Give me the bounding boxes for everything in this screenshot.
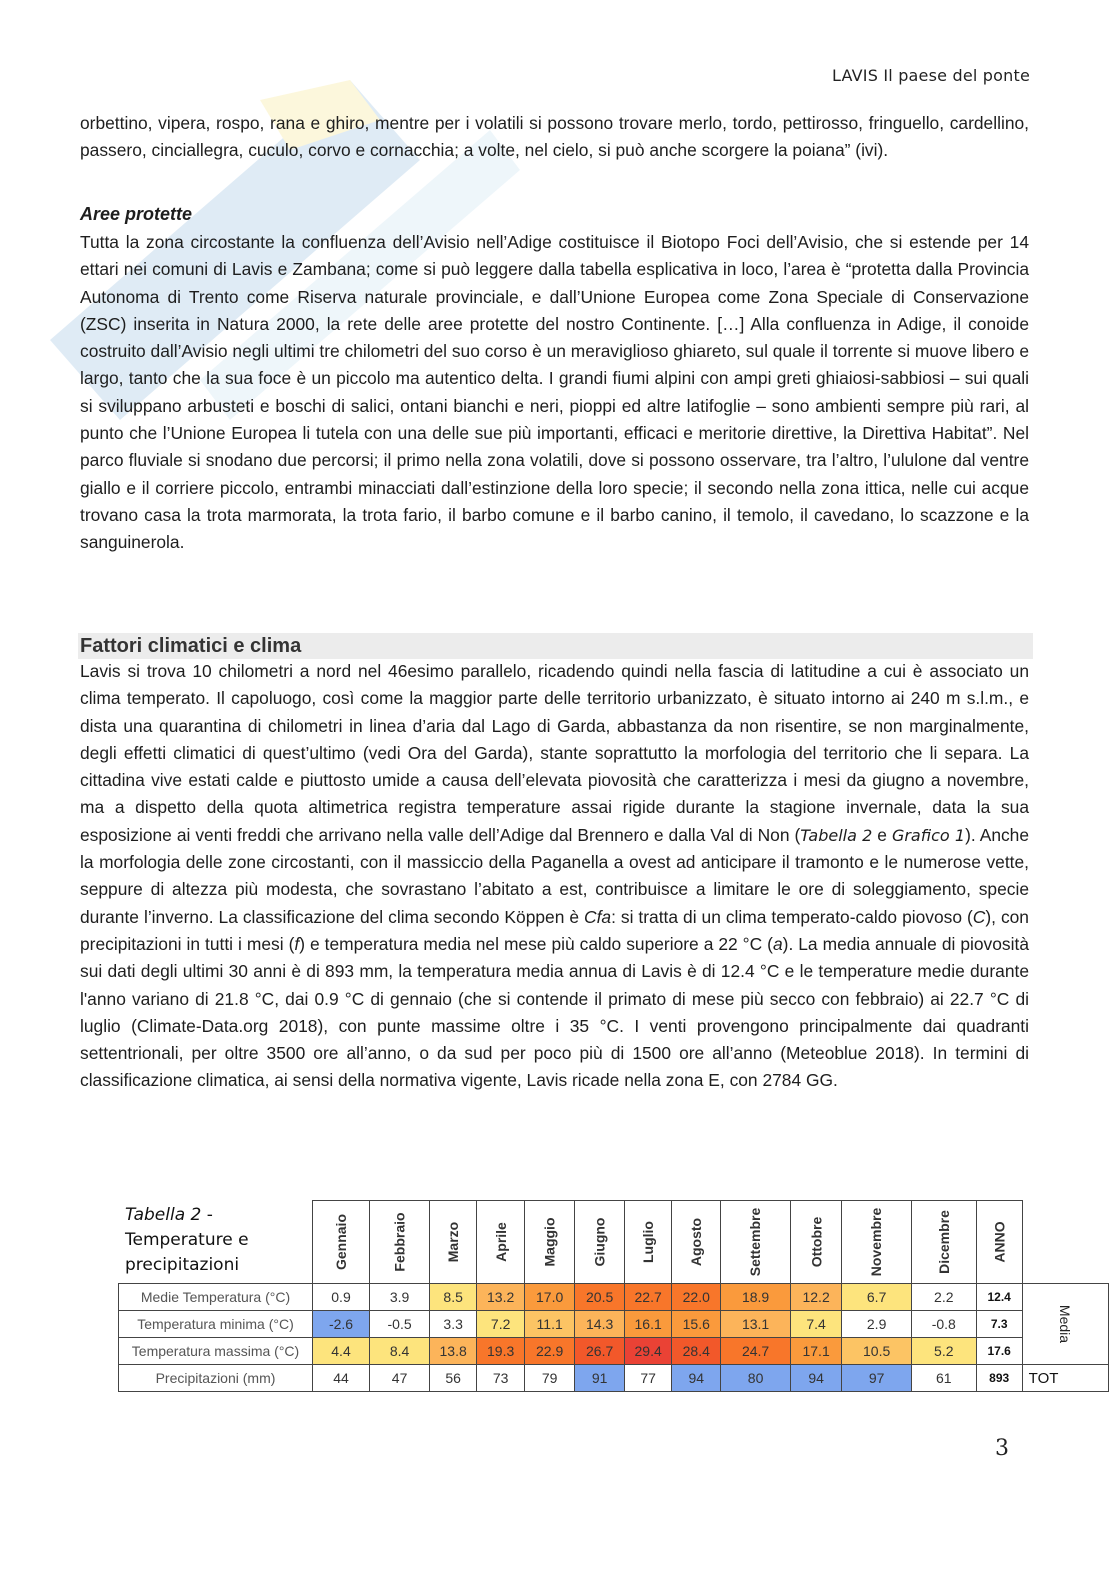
table-cell: 73 — [477, 1365, 525, 1392]
table-cell: 4.4 — [313, 1338, 370, 1365]
table-cell: 19.3 — [477, 1338, 525, 1365]
anno-cell: 893 — [976, 1365, 1022, 1392]
month-header: Gennaio — [313, 1201, 370, 1284]
page-number: 3 — [995, 1436, 1009, 1461]
section-heading-clima: Fattori climatici e clima — [78, 633, 1033, 659]
table-cell: 26.7 — [575, 1338, 625, 1365]
table-cell: 44 — [313, 1365, 370, 1392]
row-label: Medie Temperatura (°C) — [119, 1284, 313, 1311]
table-cell: 12.2 — [790, 1284, 842, 1311]
table-cell: 16.1 — [625, 1311, 672, 1338]
table-cell: 8.5 — [430, 1284, 477, 1311]
table-cell: 77 — [625, 1365, 672, 1392]
table-cell: 3.3 — [430, 1311, 477, 1338]
table-cell: 24.7 — [721, 1338, 790, 1365]
table-cell: 11.1 — [525, 1311, 575, 1338]
month-header: Aprile — [477, 1201, 525, 1284]
table-cell: 47 — [370, 1365, 430, 1392]
month-header: Febbraio — [370, 1201, 430, 1284]
table-cell: 10.5 — [842, 1338, 911, 1365]
ref-grafico: Grafico 1 — [891, 825, 966, 845]
table-cell: 2.9 — [842, 1311, 911, 1338]
table-cell: 22.9 — [525, 1338, 575, 1365]
table-cell: 20.5 — [575, 1284, 625, 1311]
month-header: Maggio — [525, 1201, 575, 1284]
table-cell: 7.2 — [477, 1311, 525, 1338]
table-cell: 6.7 — [842, 1284, 911, 1311]
table-caption: Tabella 2 - Temperature e precipitazioni — [125, 1205, 249, 1275]
table-cell: 56 — [430, 1365, 477, 1392]
table-cell: 2.2 — [911, 1284, 976, 1311]
table-cell: 28.4 — [672, 1338, 721, 1365]
table-cell: 14.3 — [575, 1311, 625, 1338]
ref-tabella: Tabella 2 — [800, 825, 873, 845]
clima-paragraph: Lavis si trova 10 chilometri a nord nel 46esimo parallelo, ricadendo quindi nella fascia di latitudine a cui è associato un clima temperato. Il capoluogo, così come la maggior parte delle territorio urbanizzato, è situato intorno ai 240 m s.l.m., e dista una quarantina di chilometri in linea d’aria dal Lago di Garda, abbastanza da non risentire, se non marginalmente, degli effetti climatici di quest’ultimo (vedi Ora del Garda), stante soprattutto la morfologia del territorio che li separa. La cittadina vive estati calde e piuttosto umide a causa dell’elevata piovosità che caratterizza i mesi da giugno a novembre, ma a dispetto della quota altimetrica registra temperature assai rigide durante la stagione invernale, data la sua esposizione ai venti freddi che arrivano nella valle dell’Adige dal Brennero e dalla Val di Non (Tabella 2 e Grafico 1). Anche la morfologia delle zone circostanti, con il massiccio della Paganella a ovest ad anticipare il tramonto e le numerose vette, seppure di altezza più modesta, che sovrastano l’abitato a est, contribuisce a limitare le ore di soleggiamento, specie durante l’inverno. La classificazione del clima secondo Köppen è Cfa: si tratta di un clima temperato-caldo piovoso (C), con precipitazioni in tutti i mesi (f) e temperatura media nel mese più caldo superiore a 22 °C (a). La media annuale di piovosità sui dati degli ultimi 30 anni è di 893 mm, la temperatura media annua di Lavis è di 12.4 °C e le temperature medie durante l'anno variano di 21.8 °C, dai 0.9 °C di gennaio (che si contende il primato di mese più secco con febbraio) ai 22.7 °C di luglio (Climate-Data.org 2018), con punte massime oltre i 35 °C. I venti provengono principalmente dai quadranti settentrionali, per oltre 3500 ore all’anno, o da sud per poco più di 1500 ore all’anno (Meteoblue 2018). In termini di classificazione climatica, ai sensi della normativa vigente, Lavis ricade nella zona E, con 2784 GG. — [80, 661, 1030, 1091]
table-cell: -2.6 — [313, 1311, 370, 1338]
table-row — [119, 1311, 1109, 1338]
month-header: Luglio — [625, 1201, 672, 1284]
table-row — [119, 1365, 1109, 1392]
row-label: Temperatura massima (°C) — [119, 1338, 313, 1365]
table-cell: 18.9 — [721, 1284, 790, 1311]
intro-paragraph: orbettino, vipera, rospo, rana e ghiro, mentre per i volatili si possono trovare merlo, tordo, pettirosso, fringuello, cardellino, passero, cinciallegra, cuculo, corvo e cornacchia; a volte, nel cielo, si può anche scorgere la poiana” (ivi). — [80, 113, 1029, 161]
anno-cell: 17.6 — [976, 1338, 1022, 1365]
table-row — [119, 1284, 1109, 1311]
row-label: Temperatura minima (°C) — [119, 1311, 313, 1338]
table-cell: 91 — [575, 1365, 625, 1392]
table-cell: 13.1 — [721, 1311, 790, 1338]
table-row — [119, 1338, 1109, 1365]
table-cell: -0.8 — [911, 1311, 976, 1338]
table-cell: 15.6 — [672, 1311, 721, 1338]
table-cell: -0.5 — [370, 1311, 430, 1338]
table-cell: 17.0 — [525, 1284, 575, 1311]
month-header: Dicembre — [911, 1201, 976, 1284]
table-cell: 7.4 — [790, 1311, 842, 1338]
table-cell: 22.7 — [625, 1284, 672, 1311]
table-cell: 13.2 — [477, 1284, 525, 1311]
table-cell: 22.0 — [672, 1284, 721, 1311]
anno-cell: 12.4 — [976, 1284, 1022, 1311]
row-label: Precipitazioni (mm) — [119, 1365, 313, 1392]
table-cell: 61 — [911, 1365, 976, 1392]
subheading-aree-protette: Aree protette — [80, 204, 193, 224]
table-cell: 3.9 — [370, 1284, 430, 1311]
month-header: Marzo — [430, 1201, 477, 1284]
table-cell: 29.4 — [625, 1338, 672, 1365]
table-cell: 79 — [525, 1365, 575, 1392]
table-cell: 0.9 — [313, 1284, 370, 1311]
month-header: Settembre — [721, 1201, 790, 1284]
month-header: Ottobre — [790, 1201, 842, 1284]
anno-cell: 7.3 — [976, 1311, 1022, 1338]
table-cell: 80 — [721, 1365, 790, 1392]
anno-header: ANNO — [976, 1201, 1022, 1284]
month-header: Agosto — [672, 1201, 721, 1284]
table-cell: 97 — [842, 1365, 911, 1392]
table-cell: 5.2 — [911, 1338, 976, 1365]
running-header: LAVIS Il paese del ponte — [832, 66, 1030, 85]
table-cell: 94 — [790, 1365, 842, 1392]
media-label: Media — [1022, 1284, 1108, 1365]
aree-protette-paragraph: Tutta la zona circostante la confluenza dell’Avisio nell’Adige costituisce il Biotopo Foci dell’Avisio, che si estende per 14 ettari nei comuni di Lavis e Zambana; come si può leggere dalla tabella esplicativa in loco, l’area è “protetta dalla Provincia Autonoma di Trento come Riserva naturale provinciale, e dall’Unione Europea come Zona Speciale di Conservazione (ZSC) inserita in Natura 2000, la rete delle aree protette del nostro Continente. […] Alla confluenza in Adige, il conoide costruito dall’Avisio negli ultimi tre chilometri del suo corso è un meraviglioso ghiareto, sul quale il torrente si muove libero e largo, tanto che la sua foce è un piccolo ma autentico delta. I grandi fiumi alpini con ampi greti ghiaiosi-sabbiosi – sui quali si sviluppano arbusteti e boschi di salici, ontani bianchi e neri, pioppi ed altre latifoglie – sono ambienti sempre più rari, al punto che l’Unione Europea li tutela con una delle sue più importanti, efficaci e meritorie direttive, la Direttiva Habitat”. Nel parco fluviale si snodano due percorsi; il primo nella zona volatili, dove si possono osservare, tra l’altro, l’ululone dal ventre giallo e il corriere piccolo, entrambi minacciati dall’estinzione della loro specie; il secondo nella zona ittica, nelle cui acque trovano casa la trota marmorata, la trota fario, il barbo comune e il barbo canino, il temolo, il cavedano, lo scazzone e la sanguinerola. — [80, 232, 1029, 553]
month-header: Novembre — [842, 1201, 911, 1284]
table-cell: 8.4 — [370, 1338, 430, 1365]
month-header: Giugno — [575, 1201, 625, 1284]
table-cell: 13.8 — [430, 1338, 477, 1365]
table-cell: 94 — [672, 1365, 721, 1392]
table-cell: 17.1 — [790, 1338, 842, 1365]
tot-label: TOT — [1022, 1365, 1108, 1392]
